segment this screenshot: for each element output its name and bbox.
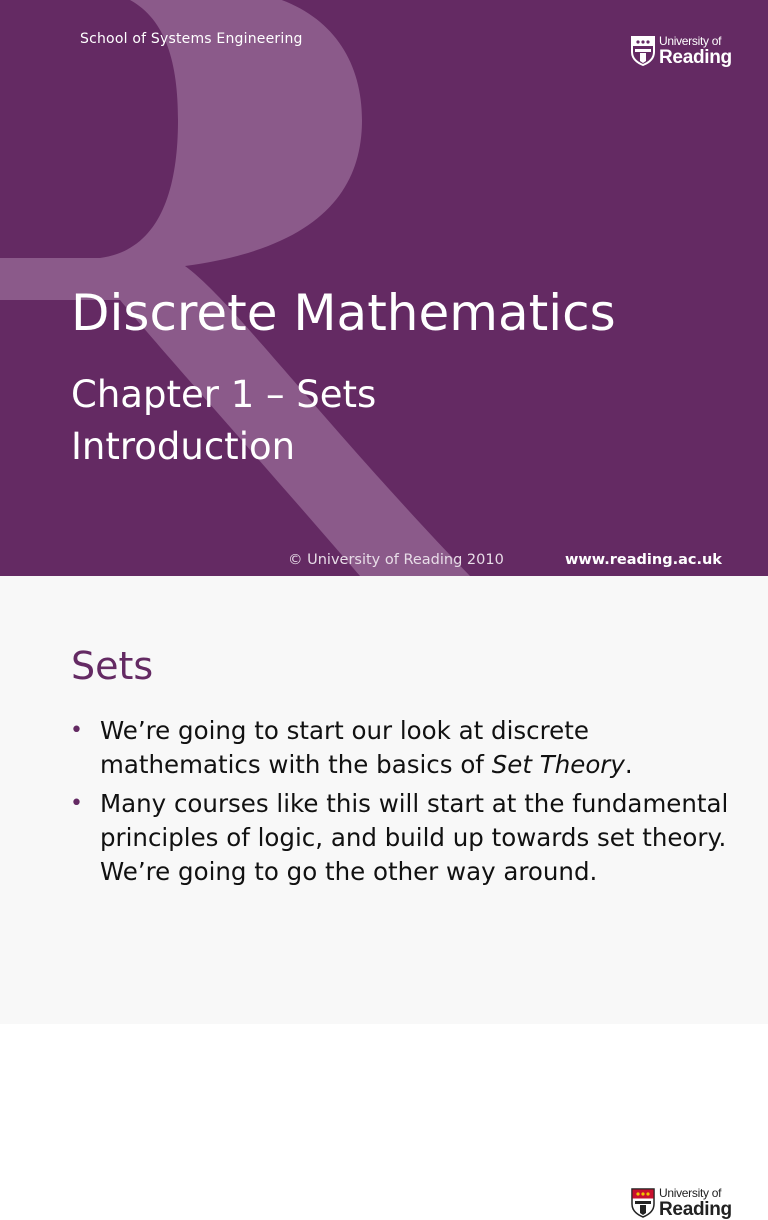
bullet-icon: • bbox=[70, 718, 83, 743]
title-slide bbox=[0, 0, 768, 576]
logo-line2: Reading bbox=[659, 1199, 732, 1220]
university-logo bbox=[631, 35, 732, 67]
list-item bbox=[70, 787, 730, 889]
slide-title: Sets bbox=[71, 644, 154, 688]
logo-line1: University of bbox=[659, 1186, 722, 1200]
bullet-list bbox=[70, 714, 730, 894]
bullet-text: Many courses like this will start at the fundamental principles of logic, and build up towards set theory. We’re going to go the other way around. bbox=[100, 789, 729, 886]
list-item bbox=[70, 714, 730, 782]
website-link[interactable]: www.reading.ac.uk bbox=[565, 552, 722, 568]
university-shield-icon bbox=[631, 1188, 655, 1218]
logo-line2: Reading bbox=[659, 47, 732, 68]
logo-line1: University of bbox=[659, 34, 722, 48]
bullet-emphasis: Set Theory bbox=[491, 750, 625, 779]
university-logo bbox=[631, 1187, 732, 1219]
bullet-icon: • bbox=[70, 791, 83, 816]
page-title: Discrete Mathematics bbox=[71, 284, 616, 342]
university-shield-icon bbox=[631, 36, 655, 66]
school-name: School of Systems Engineering bbox=[80, 31, 303, 47]
content-slide bbox=[0, 576, 768, 1220]
bullet-text-end: . bbox=[624, 750, 633, 779]
bullet-text: We’re going to start our look at discrete mathematics with the basics of bbox=[100, 716, 589, 779]
copyright-text: © University of Reading 2010 bbox=[288, 552, 504, 568]
chapter-subtitle: Chapter 1 – Sets bbox=[71, 373, 377, 416]
section-subtitle: Introduction bbox=[71, 425, 296, 468]
